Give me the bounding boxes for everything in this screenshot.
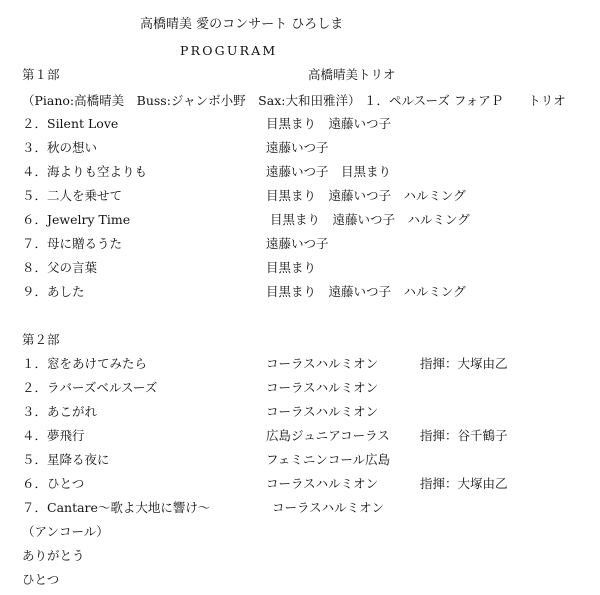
part1-item-performers: 遠藤いつ子 (266, 236, 329, 251)
part1-item-performers: 目黒まり 遠藤いつ子 ハルミング (266, 188, 466, 203)
part1-item-performers: 目黒まり (266, 260, 317, 275)
part2-item-title: ５．星降る夜に (22, 452, 110, 467)
part1-item-performers: 目黒まり 遠藤いつ子 ハルミング (266, 284, 466, 299)
program-heading: PROGURAM (180, 43, 278, 58)
part1-item-title: ４．海よりも空よりも (22, 164, 148, 179)
part2-item-performers: コーラスハルミオン (272, 500, 385, 515)
part1-item-title: ６．Jewelry Time (22, 212, 131, 227)
encore-item: ひとつ (22, 572, 60, 587)
part2-item-performers: コーラスハルミオン (266, 404, 379, 419)
part1-item-performers: 目黒まり 遠藤いつ子 ハルミング (270, 212, 470, 227)
trio-name: 高橋晴美トリオ (308, 67, 396, 82)
part2-item-title: ３．あこがれ (22, 404, 98, 419)
part1-item-title: ９．あした (22, 284, 85, 299)
part2-heading: 第２部 (22, 332, 60, 347)
part2-item-title: ２．ラバーズベルスーズ (22, 380, 158, 395)
part2-item-performers: コーラスハルミオン (266, 356, 379, 371)
page-title: 高橋晴美 愛のコンサート ひろしま (140, 17, 344, 32)
part2-item-performers: コーラスハルミオン (266, 476, 379, 491)
part2-item-title: ４．夢飛行 (22, 428, 85, 443)
encore-label: （アンコール） (22, 524, 109, 539)
part2-item-title: ７．Cantare～歌よ大地に響け～ (22, 500, 211, 515)
part2-item-conductor: 指揮：大塚由乙 (420, 476, 508, 491)
part1-heading: 第１部 (22, 67, 60, 82)
part2-item-performers: フェミニンコール広島 (266, 452, 391, 467)
part2-item-conductor: 指揮：大塚由乙 (420, 356, 508, 371)
part2-item-title: ６．ひとつ (22, 476, 85, 491)
part1-item-performers: 遠藤いつ子 (266, 140, 329, 155)
part2-item-title: １．窓をあけてみたら (22, 356, 148, 371)
part1-item-title: ５．二人を乗せて (22, 188, 123, 203)
encore-item: ありがとう (22, 548, 85, 563)
part1-item-performers: 目黒まり 遠藤いつ子 (266, 116, 392, 131)
part1-item-performers: 遠藤いつ子 目黒まり (266, 164, 392, 179)
part2-item-conductor: 指揮：谷千鶴子 (420, 428, 508, 443)
part1-item-title: ７．母に贈るうた (22, 236, 123, 251)
part1-item-title: ３．秋の想い (22, 140, 98, 155)
part2-item-performers: 広島ジュニアコーラス (266, 428, 390, 443)
part1-first-item: １．ペルスーズ フォアＰ トリオ (364, 93, 566, 108)
trio-members: （Piano:高橋晴美 Buss:ジャンボ小野 Sax:大和田雅洋） (22, 93, 361, 108)
part2-item-performers: コーラスハルミオン (266, 380, 379, 395)
part1-item-title: ２．Silent Love (22, 116, 119, 131)
part1-item-title: ８．父の言葉 (22, 260, 98, 275)
